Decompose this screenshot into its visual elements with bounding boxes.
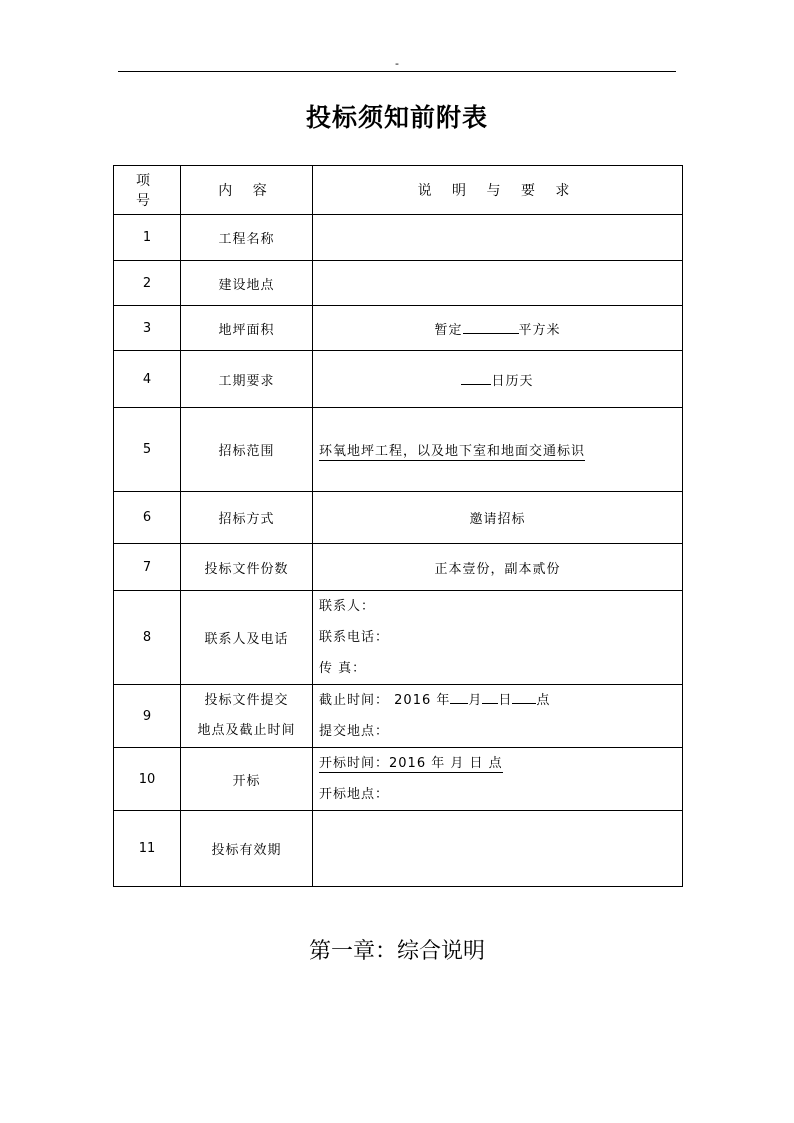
row-no: 1 [114,215,181,261]
open-time-line [319,748,676,779]
row-desc [313,811,683,887]
row-desc [313,306,683,351]
row-no: 11 [114,811,181,887]
row-desc [313,408,683,492]
contact-fax: 传 真： [319,661,367,676]
table-row [114,306,683,351]
chapter-title: 第一章：综合说明 [308,939,485,964]
table-row [114,748,683,811]
area-suffix: 平方米 [518,323,561,338]
row-desc: 邀请招标 [313,492,683,544]
row-item [181,685,313,748]
document-title: 投标须知前附表 [305,103,488,132]
open-time: 开标时间：2016 年 月 日 点 [319,756,503,771]
table-row [114,811,683,887]
row-no: 5 [114,408,181,492]
deadline-day: 日 [498,693,513,708]
row-item: 招标方式 [181,492,313,544]
area-prefix: 暂定 [434,323,463,338]
deadline-line [319,685,676,716]
area-blank [463,318,519,334]
table-row [114,591,683,685]
deadline-month: 月 [468,693,483,708]
header-no: 项 号 [114,166,181,215]
open-place: 开标地点： [319,787,390,802]
row-item: 工程名称 [181,215,313,261]
duration-suffix: 日历天 [491,374,534,389]
row-desc [313,261,683,306]
row-desc [313,591,683,685]
row-item: 地坪面积 [181,306,313,351]
row-desc: 正本壹份，副本贰份 [313,544,683,591]
row-item: 投标有效期 [181,811,313,887]
row-no: 3 [114,306,181,351]
row-item-line: 投标文件提交 [204,693,289,708]
row-no: 4 [114,351,181,408]
table-row [114,408,683,492]
table-row [114,351,683,408]
deadline-hour: 点 [536,693,551,708]
row-desc [313,351,683,408]
row-no: 6 [114,492,181,544]
row-no: 8 [114,591,181,685]
row-desc [313,215,683,261]
header-rule [118,71,676,72]
deadline-year: 2016 年 [394,693,451,708]
row-item: 联系人及电话 [181,591,313,685]
submit-place: 提交地点： [319,724,390,739]
row-item: 投标文件份数 [181,544,313,591]
table-row [114,685,683,748]
row-item: 建设地点 [181,261,313,306]
month-blank [450,688,468,704]
row-item: 开标 [181,748,313,811]
bid-notice-table [113,165,683,887]
row-no: 9 [114,685,181,748]
table-row [114,544,683,591]
duration-blank [461,369,491,385]
deadline-label: 截止时间： [319,693,390,708]
day-blank [482,688,498,704]
row-desc [313,748,683,811]
row-no: 10 [114,748,181,811]
row-item-line: 地点及截止时间 [197,723,296,738]
table-row [114,492,683,544]
scope-text: 环氧地坪工程，以及地下室和地面交通标识 [319,444,586,459]
contact-phone: 联系电话： [319,630,390,645]
row-item: 工期要求 [181,351,313,408]
row-item: 招标范围 [181,408,313,492]
hour-blank [512,688,536,704]
header-desc: 说 明 与 要 求 [313,166,683,215]
row-no: 7 [114,544,181,591]
row-desc [313,685,683,748]
contact-person: 联系人： [319,599,376,614]
row-no: 2 [114,261,181,306]
table-row [114,261,683,306]
header-mark: - [395,57,399,70]
header-item: 内 容 [181,166,313,215]
table-row [114,215,683,261]
table-header-row [114,166,683,215]
